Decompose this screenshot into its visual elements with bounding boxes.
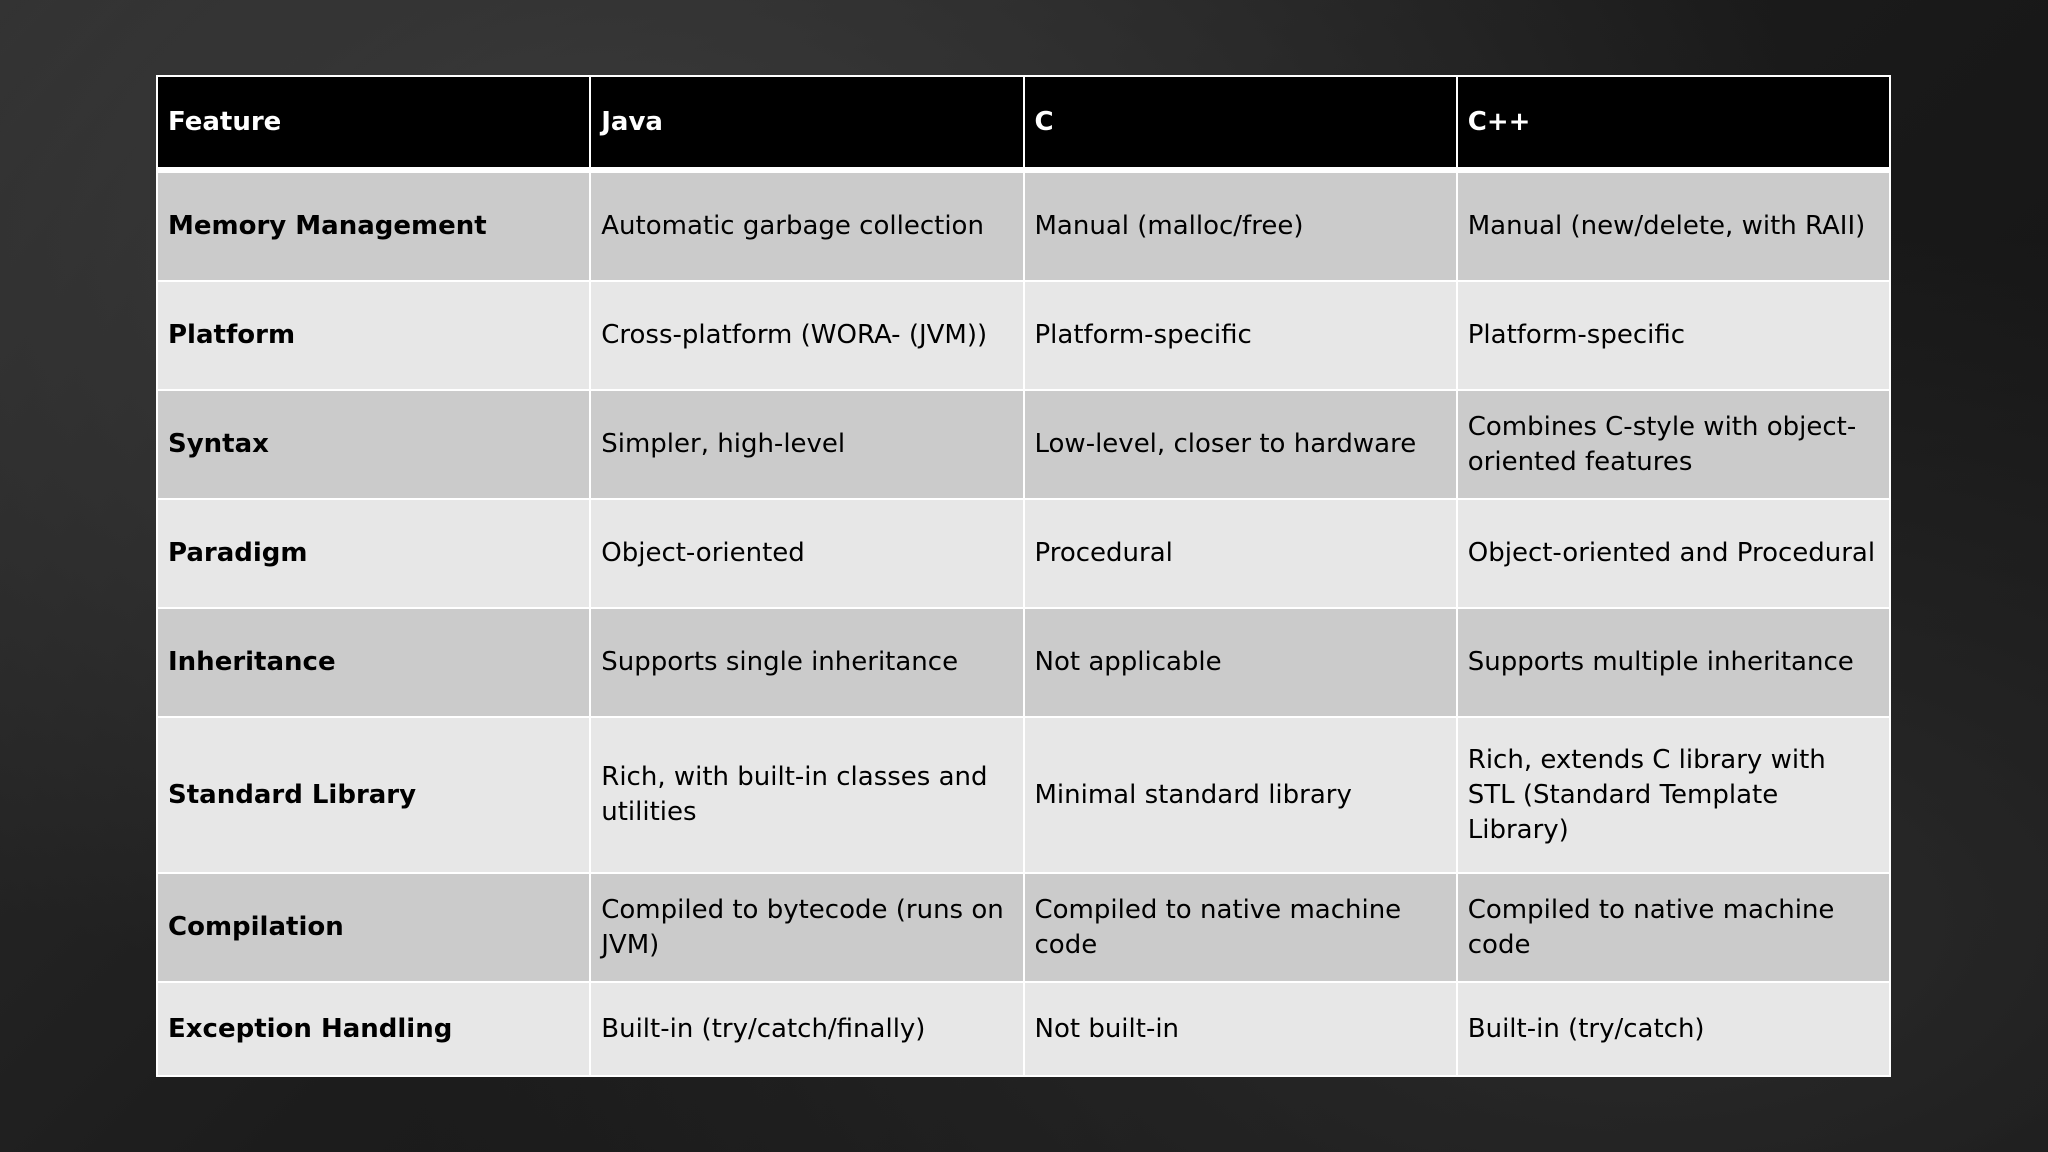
feature-cell: Syntax (157, 390, 590, 499)
cpp-cell: Object-oriented and Procedural (1457, 499, 1890, 608)
c-cell: Manual (malloc/free) (1024, 170, 1457, 281)
feature-cell: Compilation (157, 873, 590, 982)
header-row (157, 76, 1890, 170)
cpp-cell: Supports multiple inheritance (1457, 608, 1890, 717)
header-java: Java (590, 76, 1023, 170)
feature-cell: Paradigm (157, 499, 590, 608)
java-cell: Rich, with built-in classes and utilities (590, 717, 1023, 873)
table-header (157, 76, 1890, 170)
cpp-cell: Compiled to native machine code (1457, 873, 1890, 982)
table-body (157, 170, 1890, 1076)
feature-cell: Memory Management (157, 170, 590, 281)
table-row (157, 499, 1890, 608)
header-feature: Feature (157, 76, 590, 170)
table-row (157, 873, 1890, 982)
java-cell: Object-oriented (590, 499, 1023, 608)
c-cell: Not applicable (1024, 608, 1457, 717)
feature-cell: Inheritance (157, 608, 590, 717)
java-cell: Automatic garbage collection (590, 170, 1023, 281)
java-cell: Built-in (try/catch/finally) (590, 982, 1023, 1076)
table-row (157, 608, 1890, 717)
c-cell: Procedural (1024, 499, 1457, 608)
c-cell: Platform-specific (1024, 281, 1457, 390)
header-cpp: C++ (1457, 76, 1890, 170)
feature-cell: Exception Handling (157, 982, 590, 1076)
java-cell: Cross-platform (WORA- (JVM)) (590, 281, 1023, 390)
feature-cell: Platform (157, 281, 590, 390)
java-cell: Compiled to bytecode (runs on JVM) (590, 873, 1023, 982)
table-row (157, 982, 1890, 1076)
c-cell: Not built-in (1024, 982, 1457, 1076)
java-cell: Simpler, high-level (590, 390, 1023, 499)
feature-cell: Standard Library (157, 717, 590, 873)
cpp-cell: Combines C-style with object-oriented features (1457, 390, 1890, 499)
c-cell: Minimal standard library (1024, 717, 1457, 873)
header-c: C (1024, 76, 1457, 170)
comparison-table (156, 75, 1891, 1077)
cpp-cell: Built-in (try/catch) (1457, 982, 1890, 1076)
table-row (157, 281, 1890, 390)
c-cell: Low-level, closer to hardware (1024, 390, 1457, 499)
table-row (157, 390, 1890, 499)
cpp-cell: Rich, extends C library with STL (Standard Template Library) (1457, 717, 1890, 873)
table-row (157, 170, 1890, 281)
cpp-cell: Platform-specific (1457, 281, 1890, 390)
java-cell: Supports single inheritance (590, 608, 1023, 717)
table-row (157, 717, 1890, 873)
cpp-cell: Manual (new/delete, with RAII) (1457, 170, 1890, 281)
c-cell: Compiled to native machine code (1024, 873, 1457, 982)
